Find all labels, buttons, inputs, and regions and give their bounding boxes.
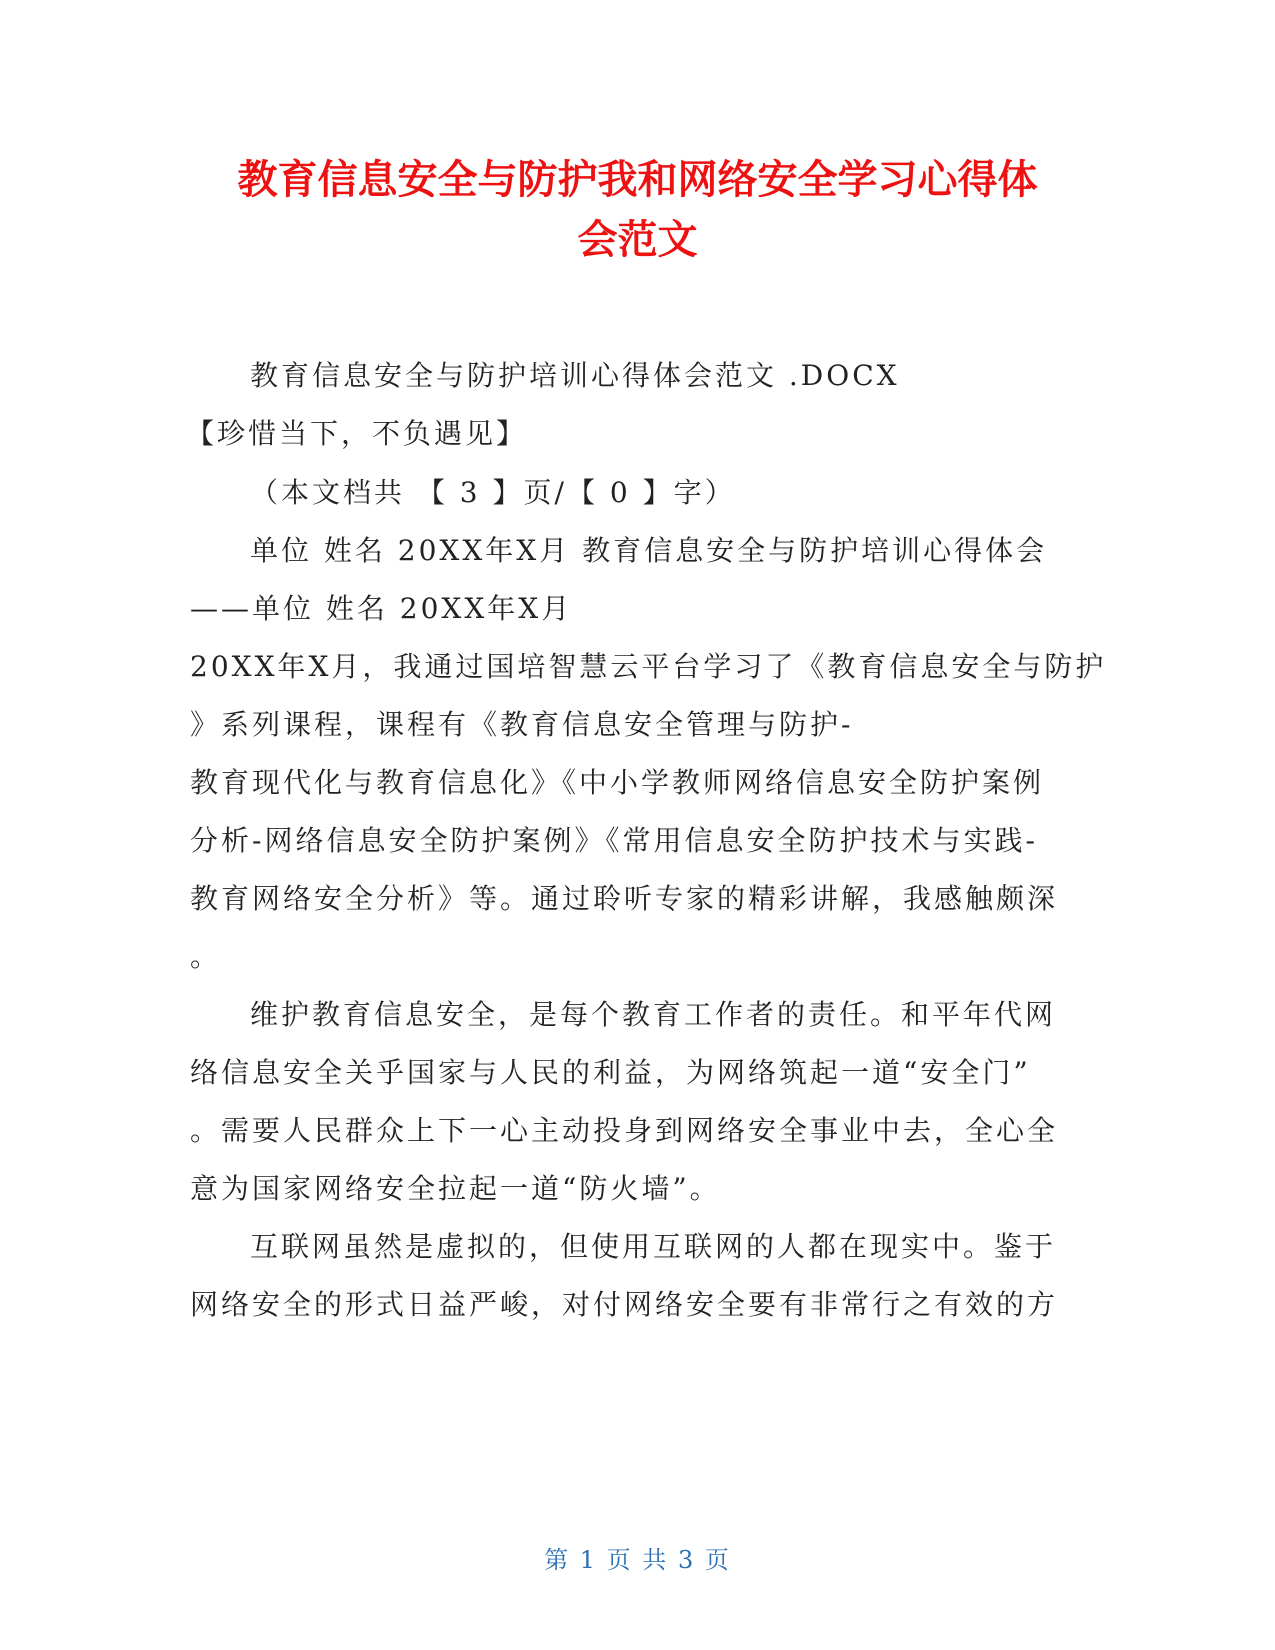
doc-filename-line: 教育信息安全与防护培训心得体会范文 .DOCX bbox=[250, 359, 900, 392]
author-line: 单位 姓名 20XX年X月 教育信息安全与防护培训心得体会 bbox=[250, 534, 1048, 567]
title-line-2: 会范文 bbox=[577, 217, 698, 263]
paragraph-3-line-1: 互联网虽然是虚拟的，但使用互联网的人都在现实中。鉴于 bbox=[250, 1230, 1057, 1263]
paragraph-2-line-3: 。需要人民群众上下一心主动投身到网络安全事业中去，全心全 bbox=[190, 1114, 1059, 1147]
paragraph-2-line-4: 意为国家网络安全拉起一道“防火墙”。 bbox=[190, 1172, 721, 1205]
document-title bbox=[170, 150, 1105, 270]
paragraph-1-line-1: 20XX年X月，我通过国培智慧云平台学习了《教育信息安全与防护 bbox=[190, 650, 1107, 683]
doc-stats-line: （本文档共 【 3 】页/【 0 】字） bbox=[250, 476, 736, 509]
paragraph-1-line-2: 》系列课程，课程有《教育信息安全管理与防护- bbox=[190, 708, 854, 741]
paragraph-1-line-5: 教育网络安全分析》等。通过聆听专家的精彩讲解，我感触颇深 bbox=[190, 882, 1059, 915]
paragraph-1-line-6: 。 bbox=[190, 940, 222, 973]
paragraph-1-line-4: 分析-网络信息安全防护案例》《常用信息安全防护技术与实践- bbox=[190, 824, 1038, 857]
motto-line: 【珍惜当下，不负遇见】 bbox=[186, 417, 528, 450]
paragraph-2-line-2: 络信息安全关乎国家与人民的利益，为网络筑起一道“安全门” bbox=[190, 1056, 1031, 1089]
title-line-1: 教育信息安全与防护我和网络安全学习心得体 bbox=[237, 157, 1038, 203]
paragraph-1-line-3: 教育现代化与教育信息化》《中小学教师网络信息安全防护案例 bbox=[190, 766, 1045, 799]
page-number-footer: 第 1 页 共 3 页 bbox=[544, 1546, 731, 1574]
author-line-2: ——单位 姓名 20XX年X月 bbox=[190, 592, 573, 625]
paragraph-2-line-1: 维护教育信息安全，是每个教育工作者的责任。和平年代网 bbox=[250, 998, 1057, 1031]
paragraph-3-line-2: 网络安全的形式日益严峻，对付网络安全要有非常行之有效的方 bbox=[190, 1288, 1059, 1321]
